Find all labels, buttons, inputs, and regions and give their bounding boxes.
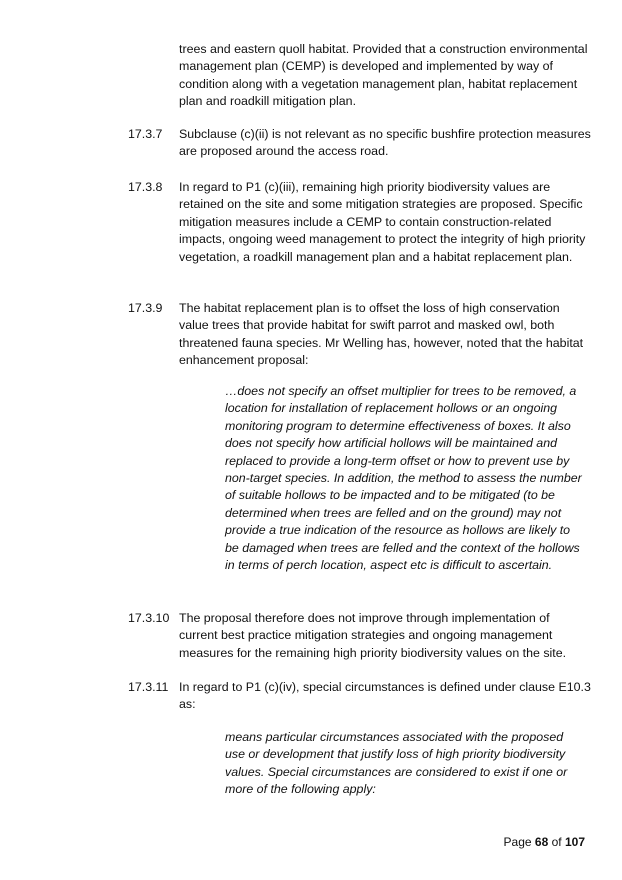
paragraph-number: 17.3.7 bbox=[128, 127, 163, 141]
paragraph-number: 17.3.10 bbox=[128, 611, 170, 625]
paragraph-17-3-8 bbox=[128, 179, 594, 266]
paragraph-17-3-7 bbox=[128, 126, 594, 161]
page-footer bbox=[400, 834, 585, 851]
paragraph-17-3-11 bbox=[128, 679, 594, 714]
paragraph-text: Subclause (c)(ii) is not relevant as no specific bushfire protection measures are proposed around the access road. bbox=[179, 127, 591, 159]
paragraph-text: In regard to P1 (c)(iii), remaining high priority biodiversity values are retained on the site and some mitigation strategies are proposed. Specific mitigation measures include a CEMP to contain construction-related impacts, ongoing weed management to protect the integrity of high priority vegetation, a roadkill management plan and a habitat replacement plan. bbox=[179, 180, 586, 264]
paragraph-text: The habitat replacement plan is to offset the loss of high conservation value trees that provide habitat for swift parrot and masked owl, both threatened fauna species. Mr Welling has, however, noted that the habitat enhancement proposal: bbox=[179, 301, 584, 368]
page-label: Page bbox=[503, 835, 532, 849]
page-total: 107 bbox=[564, 835, 585, 849]
paragraph-text: In regard to P1 (c)(iv), special circumstances is defined under clause E10.3 as: bbox=[179, 680, 591, 712]
page-current: 68 bbox=[534, 835, 549, 849]
paragraph-number: 17.3.8 bbox=[128, 180, 163, 194]
page-of: of bbox=[551, 835, 562, 849]
block-quote-definition: means particular circumstances associated with the proposed use or development that justify loss of high priority biodiversity values. Special circumstances are considered to exist if one or more of the following apply: bbox=[225, 730, 568, 797]
paragraph-17-3-9 bbox=[128, 300, 594, 370]
paragraph-number: 17.3.11 bbox=[128, 680, 169, 694]
paragraph-number: 17.3.9 bbox=[128, 301, 163, 315]
paragraph-text: The proposal therefore does not improve through implementation of current best practice mitigation strategies and ongoing management measures for the remaining high priority biodiversity values on the site. bbox=[179, 611, 567, 660]
block-quote-welling: …does not specify an offset multiplier for trees to be removed, a location for installation of replacement hollows or an ongoing monitoring program to determine effectiveness of boxes. It also does not specify how artificial hollows will be maintained and replaced to provide a long-term offset or how to prevent use by non-target species. In addition, the method to assess the number of suitable hollows to be impacted and to be mitigated (to be determined when trees are felled and on the ground) may not provide a true indication of the resource as hollows are likely to be damaged when trees are felled and the context of the hollows in terms of perch location, aspect etc is difficult to ascertain. bbox=[225, 384, 582, 573]
paragraph-17-3-10 bbox=[128, 610, 594, 662]
continuation-text: trees and eastern quoll habitat. Provided that a construction environmental management plan (CEMP) is developed and implemented by way of condition along with a vegetation management plan, habitat replacement plan and roadkill mitigation plan. bbox=[179, 42, 588, 109]
